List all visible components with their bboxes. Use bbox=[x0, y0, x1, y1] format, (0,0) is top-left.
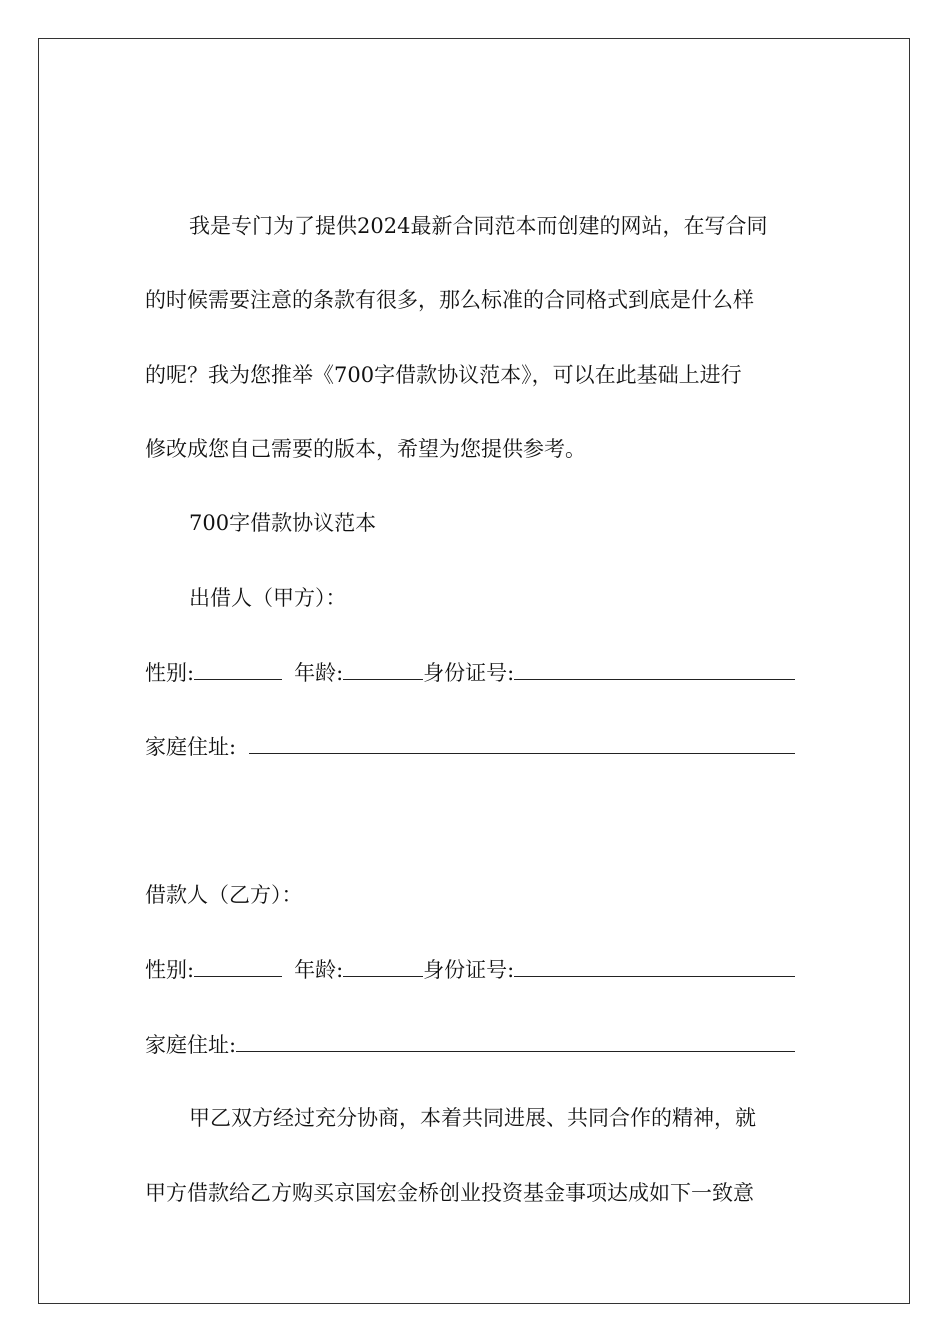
body-line-2: 甲方借款给乙方购买京国宏金桥创业投资基金事项达成如下一致意 bbox=[145, 1181, 754, 1205]
intro-line-4: 修改成您自己需要的版本，希望为您提供参考。 bbox=[145, 437, 586, 461]
body-line-1: 甲乙双方经过充分协商，本着共同进展、共同合作的精神，就 bbox=[189, 1106, 756, 1130]
lender-address-row bbox=[145, 731, 795, 762]
lender-info-row bbox=[145, 657, 795, 688]
document-title: 700字借款协议范本 bbox=[189, 511, 377, 535]
borrower-heading: 借款人（乙方）： bbox=[145, 883, 303, 907]
intro-line-2: 的时候需要注意的条款有很多，那么标准的合同格式到底是什么样 bbox=[145, 288, 754, 312]
borrower-address-label: 家庭住址: bbox=[145, 1033, 237, 1057]
borrower-gender-field[interactable] bbox=[194, 954, 282, 977]
lender-id-label: 身份证号: bbox=[423, 661, 515, 685]
lender-address-field[interactable] bbox=[249, 731, 795, 754]
borrower-info-row bbox=[145, 954, 795, 985]
borrower-gender-label: 性别: bbox=[145, 958, 195, 982]
intro-line-3: 的呢？我为您推举《700字借款协议范本》，可以在此基础上进行 bbox=[145, 363, 742, 387]
borrower-age-label: 年龄: bbox=[294, 958, 344, 982]
lender-gender-field[interactable] bbox=[194, 657, 282, 680]
lender-age-field[interactable] bbox=[343, 657, 423, 680]
lender-address-label: 家庭住址: bbox=[145, 735, 243, 759]
borrower-age-field[interactable] bbox=[343, 954, 423, 977]
intro-line-1: 我是专门为了提供2024最新合同范本而创建的网站，在写合同 bbox=[189, 214, 768, 238]
lender-id-field[interactable] bbox=[514, 657, 795, 680]
lender-heading: 出借人（甲方）： bbox=[189, 586, 347, 610]
borrower-address-row bbox=[145, 1029, 795, 1060]
lender-age-label: 年龄: bbox=[294, 661, 344, 685]
borrower-address-field[interactable] bbox=[236, 1029, 795, 1052]
borrower-id-field[interactable] bbox=[514, 954, 795, 977]
borrower-id-label: 身份证号: bbox=[423, 958, 515, 982]
lender-gender-label: 性别: bbox=[145, 661, 195, 685]
